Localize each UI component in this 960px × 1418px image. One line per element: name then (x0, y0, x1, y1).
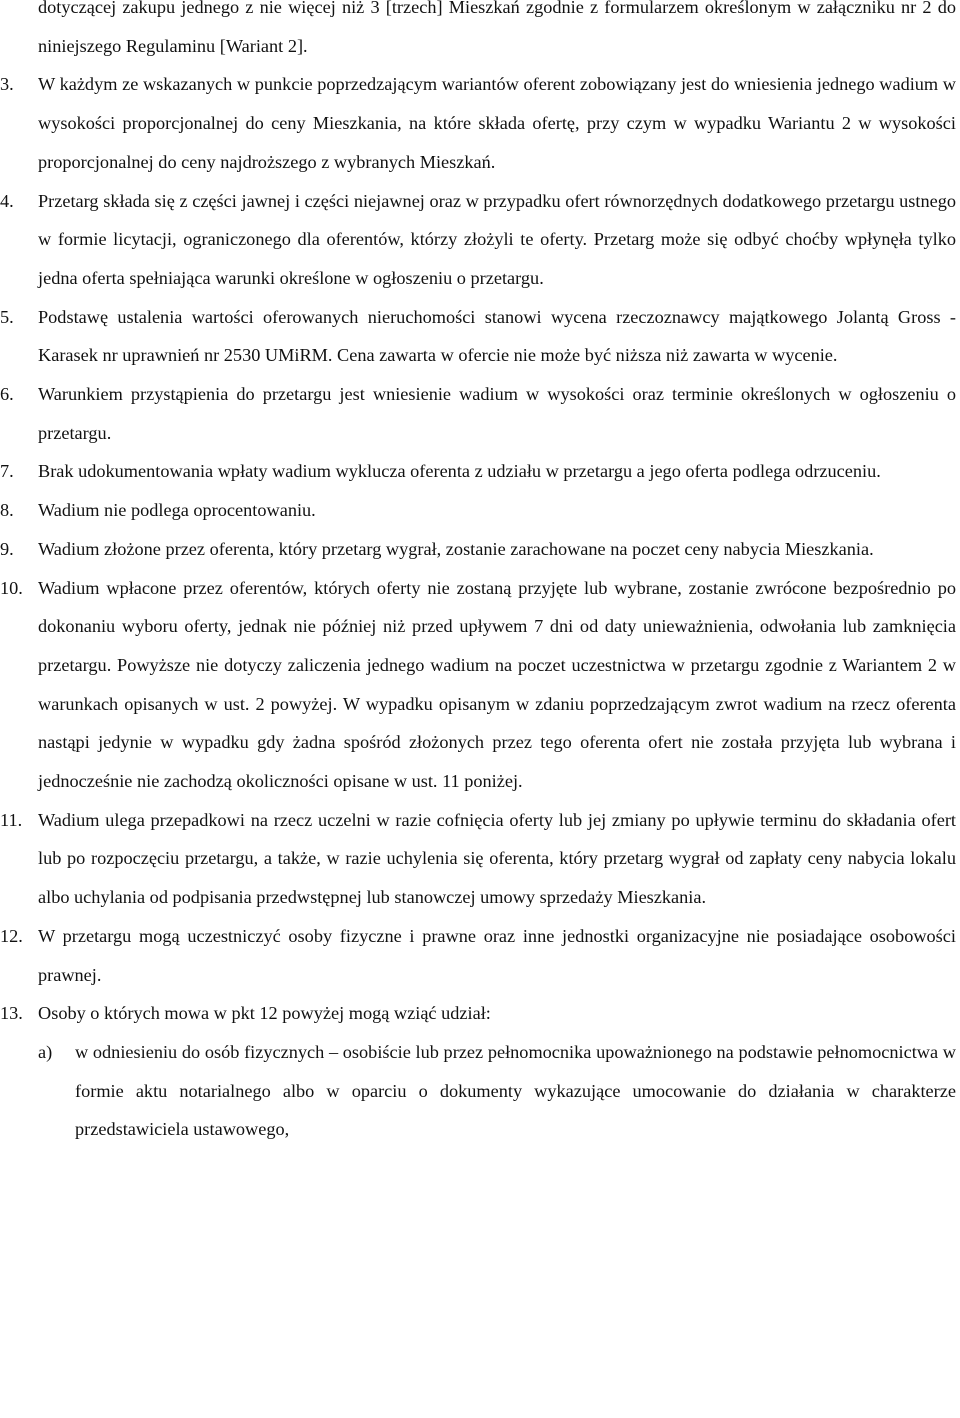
list-item-6 (0, 375, 956, 452)
list-item-number: 3. (0, 74, 14, 95)
list-item-7 (0, 452, 956, 491)
list-item-number: 4. (0, 190, 14, 211)
list-item-text: Podstawę ustalenia wartości oferowanych nieruchomości stanowi wycena rzeczoznawcy majątkowego Jolantą Gross - Karasek nr uprawnień nr 2530 UMiRM. Cena zawarta w ofercie nie może być niższa niż zawarta w wycenie. (38, 306, 956, 366)
list-item-11 (0, 801, 956, 917)
sub-list-item-text: w odniesieniu do osób fizycznych – osobiście lub przez pełnomocnika upoważnionego na podstawie pełnomocnictwa w formie aktu notarialnego albo w oparciu o dokumenty wykazujące umocowanie do działania w charakterze przedstawiciela ustawowego, (75, 1041, 956, 1140)
sub-list-item-letter: a) (38, 1041, 53, 1062)
list-item-8 (0, 491, 956, 530)
list-item-text: Osoby o których mowa w pkt 12 powyżej mogą wziąć udział: (38, 1003, 491, 1024)
list-item-3 (0, 65, 956, 181)
list-item-number: 10. (0, 577, 23, 598)
list-item-4 (0, 182, 956, 298)
list-item-number: 12. (0, 925, 23, 946)
list-item-text: Wadium złożone przez oferenta, który przetarg wygrał, zostanie zarachowane na poczet ceny nabycia Mieszkania. (38, 538, 874, 559)
sub-list-item-a (0, 1033, 956, 1149)
list-item-number: 6. (0, 384, 14, 405)
list-item-12 (0, 917, 956, 994)
list-item-5 (0, 298, 956, 375)
list-item-text: Wadium nie podlega oprocentowaniu. (38, 500, 316, 521)
list-item-text: Przetarg składa się z części jawnej i części niejawnej oraz w przypadku ofert równorzędnych dodatkowego przetargu ustnego w formie licytacji, ograniczonego dla oferentów, którzy złożyli te oferty. Przetarg może się odbyć choćby wpłynęła tylko jedna oferta spełniająca warunki określone w ogłoszeniu o przetargu. (38, 190, 956, 288)
list-item-9 (0, 530, 956, 569)
list-item-text: Wadium wpłacone przez oferentów, których oferty nie zostaną przyjęte lub wybrane, zostanie zwrócone bezpośrednio po dokonaniu wyboru oferty, jednak nie później niż przed upływem 7 dni od daty unieważnienia, odwołania lub zamknięcia przetargu. Powyższe nie dotyczy zaliczenia jednego wadium na poczet uczestnictwa w przetargu zgodnie z Wariantem 2 w warunkach opisanych w ust. 2 powyżej. W wypadku opisanym w zdaniu poprzedzającym zwrot wadium na rzecz oferenta nastąpi jedynie w wypadku gdy żadna spośród złożonych przez tego oferenta ofert nie została przyjęta lub wybrana i jednocześnie nie zachodzą okoliczności opisane w ust. 11 poniżej. (38, 577, 956, 792)
list-item-text: Brak udokumentowania wpłaty wadium wyklucza oferenta z udziału w przetargu a jego oferta podlega odrzuceniu. (38, 461, 881, 482)
list-item-number: 11. (0, 809, 23, 830)
list-item-10 (0, 569, 956, 801)
list-item-text: W każdym ze wskazanych w punkcie poprzedzającym wariantów oferent zobowiązany jest do wniesienia jednego wadium w wysokości proporcjonalnej do ceny Mieszkania, na które składa ofertę, przy czym w wypadku Wariantu 2 w wysokości proporcjonalnej do ceny najdroższego z wybranych Mieszkań. (38, 74, 956, 172)
list-item-text: Warunkiem przystąpienia do przetargu jest wniesienie wadium w wysokości oraz terminie określonych w ogłoszeniu o przetargu. (38, 384, 956, 443)
list-item-text: Wadium ulega przepadkowi na rzecz uczelni w razie cofnięcia oferty lub jej zmiany po upływie terminu do składania ofert lub po rozpoczęciu przetargu, a także, w razie uchylenia się oferenta, który przetarg wygrał od zapłaty ceny nabycia lokalu albo uchylania od podpisania przedwstępnej lub stanowczej umowy sprzedaży Mieszkania. (38, 809, 956, 908)
list-item-text: W przetargu mogą uczestniczyć osoby fizyczne i prawne oraz inne jednostki organizacyjne nie posiadające osobowości prawnej. (38, 925, 956, 985)
list-item-number: 13. (0, 1003, 23, 1024)
list-item-number: 8. (0, 500, 14, 521)
list-item-number: 7. (0, 461, 14, 482)
list-item-13 (0, 994, 956, 1033)
list-item-number: 5. (0, 306, 14, 327)
list-item-number: 9. (0, 538, 14, 559)
continuation-paragraph: dotyczącej zakupu jednego z nie więcej niż 3 [trzech] Mieszkań zgodnie z formularzem określonym w załączniku nr 2 do niniejszego Regulaminu [Wariant 2]. (38, 0, 956, 56)
